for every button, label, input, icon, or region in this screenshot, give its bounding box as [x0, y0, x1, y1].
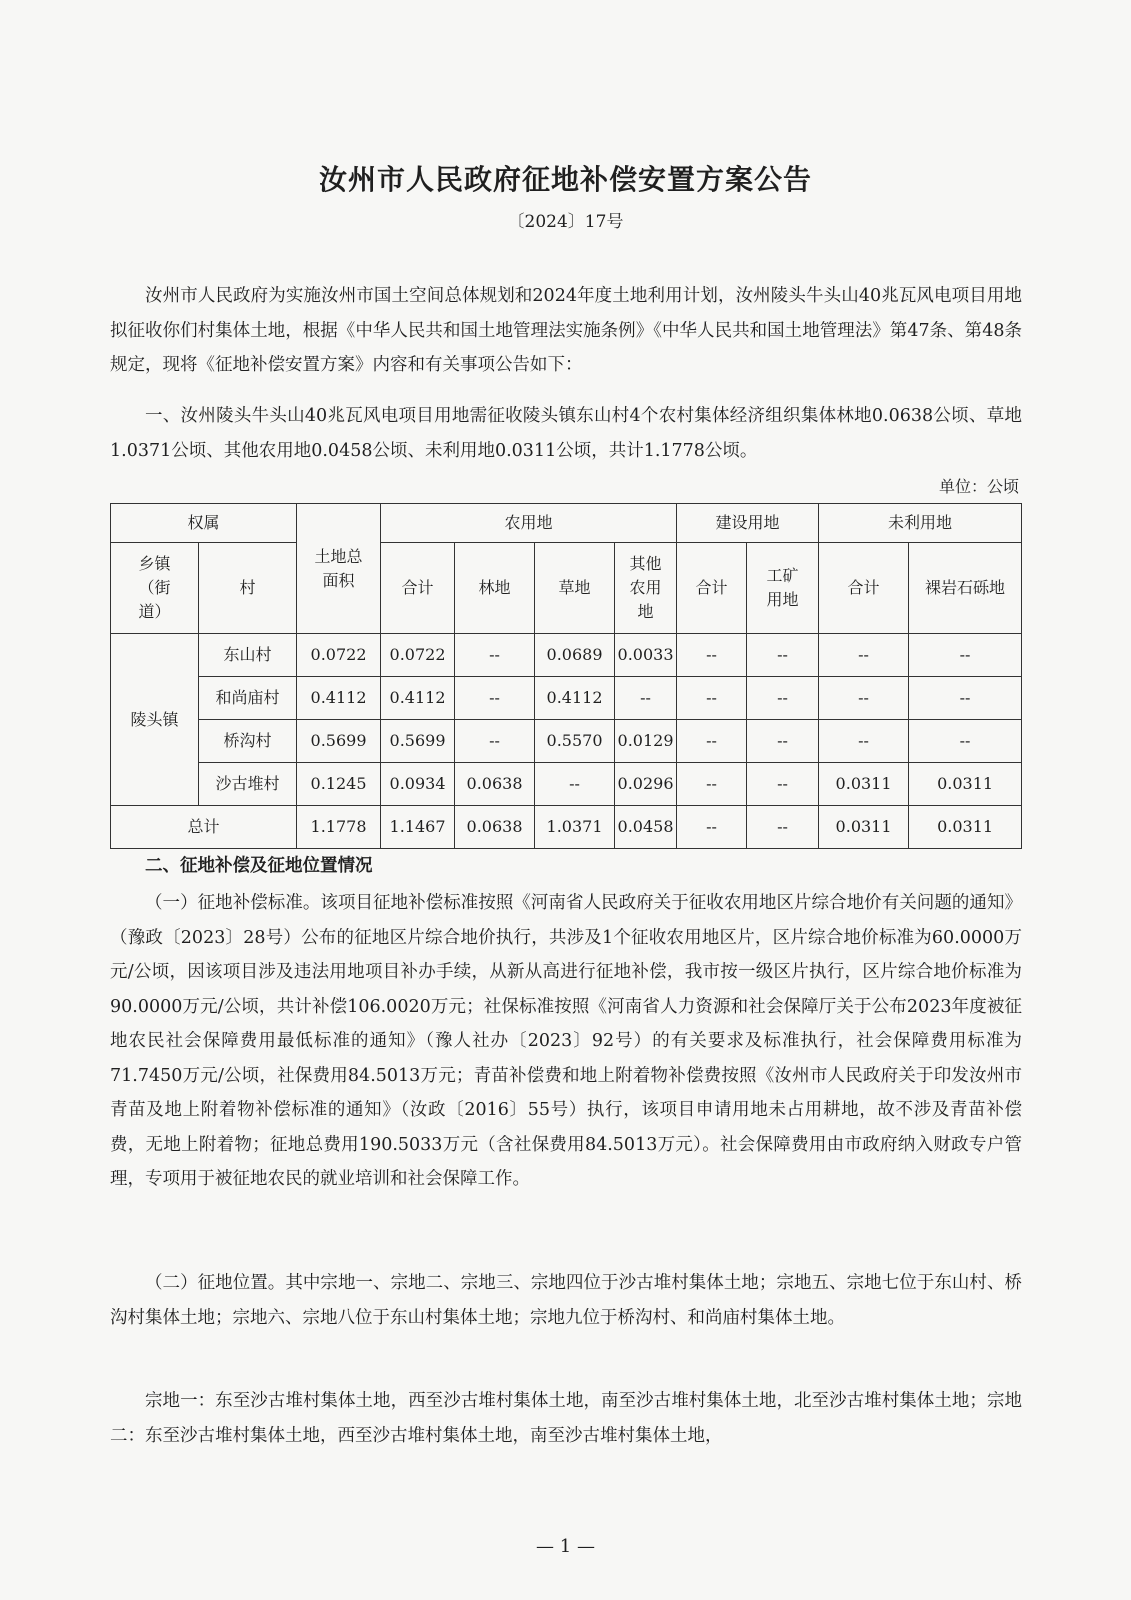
header-construction-land: 建设用地: [677, 504, 819, 543]
forest-cell: --: [455, 634, 535, 677]
village-cell: 和尚庙村: [199, 677, 297, 720]
table-row: [111, 677, 1022, 720]
grass-cell: 0.4112: [535, 677, 615, 720]
header-other-agri: 其他农用地: [615, 543, 677, 634]
table-row: [111, 634, 1022, 677]
header-ownership: 权属: [111, 504, 297, 543]
mining-cell: --: [747, 763, 819, 806]
unused-sum-cell: --: [819, 634, 909, 677]
bare-rock-cell: 0.0311: [909, 806, 1022, 849]
table-row: [111, 720, 1022, 763]
intro-paragraph: 汝州市人民政府为实施汝州市国土空间总体规划和2024年度土地利用计划，汝州陵头牛头山40兆瓦风电项目用地拟征收你们村集体土地，根据《中华人民共和国土地管理法实施条例》《中华人民共和国土地管理法》第47条、第48条规定，现将《征地补偿安置方案》内容和有关事项公告如下：: [110, 286, 1022, 375]
total-cell: 0.1245: [297, 763, 381, 806]
forest-cell: 0.0638: [455, 763, 535, 806]
other-agri-cell: --: [615, 677, 677, 720]
total-label-cell: 总计: [111, 806, 297, 849]
agri-sum-cell: 1.1467: [381, 806, 455, 849]
table-subheader-row: [111, 543, 1022, 634]
village-cell: 桥沟村: [199, 720, 297, 763]
forest-cell: 0.0638: [455, 806, 535, 849]
other-agri-cell: 0.0033: [615, 634, 677, 677]
village-cell: 东山村: [199, 634, 297, 677]
header-agricultural-land: 农用地: [381, 504, 677, 543]
section-1-paragraph: 一、汝州陵头牛头山40兆瓦风电项目用地需征收陵头镇东山村4个农村集体经济组织集体林地0.0638公顷、草地1.0371公顷、其他农用地0.0458公顷、未利用地0.0311公顷，共计1.1778公顷。: [110, 406, 1022, 461]
grass-cell: 0.0689: [535, 634, 615, 677]
header-bare-rock: 裸岩石砾地: [909, 543, 1022, 634]
agri-sum-cell: 0.0722: [381, 634, 455, 677]
other-agri-cell: 0.0458: [615, 806, 677, 849]
grass-cell: 0.5570: [535, 720, 615, 763]
construction-sum-cell: --: [677, 806, 747, 849]
construction-sum-cell: --: [677, 763, 747, 806]
header-mining: 工矿用地: [747, 543, 819, 634]
header-forest: 林地: [455, 543, 535, 634]
unused-sum-cell: --: [819, 677, 909, 720]
construction-sum-cell: --: [677, 720, 747, 763]
grass-cell: --: [535, 763, 615, 806]
page-title: 汝州市人民政府征地补偿安置方案公告: [318, 163, 812, 196]
mining-cell: --: [747, 720, 819, 763]
table-header-row: [111, 504, 1022, 543]
other-agri-cell: 0.0296: [615, 763, 677, 806]
agri-sum-cell: 0.0934: [381, 763, 455, 806]
mining-cell: --: [747, 634, 819, 677]
unused-sum-cell: 0.0311: [819, 806, 909, 849]
other-agri-cell: 0.0129: [615, 720, 677, 763]
unused-sum-cell: --: [819, 720, 909, 763]
mining-cell: --: [747, 677, 819, 720]
header-unused-land: 未利用地: [819, 504, 1022, 543]
header-construction-subtotal: 合计: [677, 543, 747, 634]
header-unused-subtotal: 合计: [819, 543, 909, 634]
forest-cell: --: [455, 677, 535, 720]
mining-cell: --: [747, 806, 819, 849]
table-total-row: [111, 806, 1022, 849]
land-location-paragraph: （二）征地位置。其中宗地一、宗地二、宗地三、宗地四位于沙古堆村集体土地；宗地五、宗地七位于东山村、桥沟村集体土地；宗地六、宗地八位于东山村集体土地；宗地九位于桥沟村、和尚庙村集体土地。: [110, 1273, 1022, 1328]
header-village: 村: [199, 543, 297, 634]
village-cell: 沙古堆村: [199, 763, 297, 806]
construction-sum-cell: --: [677, 634, 747, 677]
unit-label: 单位：公顷: [938, 477, 1019, 496]
grass-cell: 1.0371: [535, 806, 615, 849]
bare-rock-cell: --: [909, 677, 1022, 720]
total-cell: 0.5699: [297, 720, 381, 763]
header-grass: 草地: [535, 543, 615, 634]
document-number: 〔2024〕17号: [507, 212, 624, 232]
bare-rock-cell: --: [909, 634, 1022, 677]
bare-rock-cell: --: [909, 720, 1022, 763]
header-agri-subtotal: 合计: [381, 543, 455, 634]
header-total-area: 土地总面积: [297, 504, 381, 634]
unused-sum-cell: 0.0311: [819, 763, 909, 806]
total-cell: 1.1778: [297, 806, 381, 849]
bare-rock-cell: 0.0311: [909, 763, 1022, 806]
table-row: [111, 763, 1022, 806]
total-cell: 0.0722: [297, 634, 381, 677]
section-2-heading: 二、征地补偿及征地位置情况: [145, 856, 373, 876]
compensation-standard-paragraph: （一）征地补偿标准。该项目征地补偿标准按照《河南省人民政府关于征收农用地区片综合地价有关问题的通知》（豫政〔2023〕28号）公布的征地区片综合地价执行，共涉及1个征收农用地区片，区片综合地价标准为60.0000万元/公顷，因该项目涉及违法用地项目补办手续，从新从高进行征地补偿，我市按一级区片执行，区片综合地价标准为90.0000万元/公顷，共计补偿106.0020万元；社保标准按照《河南省人力资源和社会保障厅关于公布2023年度被征地农民社会保障费用最低标准的通知》（豫人社办〔2023〕92号）的有关要求及标准执行，社会保障费用标准为71.7450万元/公顷，社保费用84.5013万元；青苗补偿费和地上附着物补偿费按照《汝州市人民政府关于印发汝州市青苗及地上附着物补偿标准的通知》（汝政〔2016〕55号）执行，该项目申请用地未占用耕地，故不涉及青苗补偿费，无地上附着物；征地总费用190.5033万元（含社保费用84.5013万元）。社会保障费用由市政府纳入财政专户管理，专项用于被征地农民的就业培训和社会保障工作。: [110, 893, 1022, 1189]
land-table: [110, 503, 1022, 849]
header-town: 乡镇（街道）: [111, 543, 199, 634]
total-cell: 0.4112: [297, 677, 381, 720]
agri-sum-cell: 0.5699: [381, 720, 455, 763]
page-number: — 1 —: [536, 1536, 595, 1557]
town-cell: 陵头镇: [111, 634, 199, 806]
parcel-boundary-paragraph: 宗地一：东至沙古堆村集体土地，西至沙古堆村集体土地，南至沙古堆村集体土地，北至沙古堆村集体土地；宗地二：东至沙古堆村集体土地，西至沙古堆村集体土地，南至沙古堆村集体土地，: [110, 1391, 1022, 1446]
forest-cell: --: [455, 720, 535, 763]
construction-sum-cell: --: [677, 677, 747, 720]
agri-sum-cell: 0.4112: [381, 677, 455, 720]
